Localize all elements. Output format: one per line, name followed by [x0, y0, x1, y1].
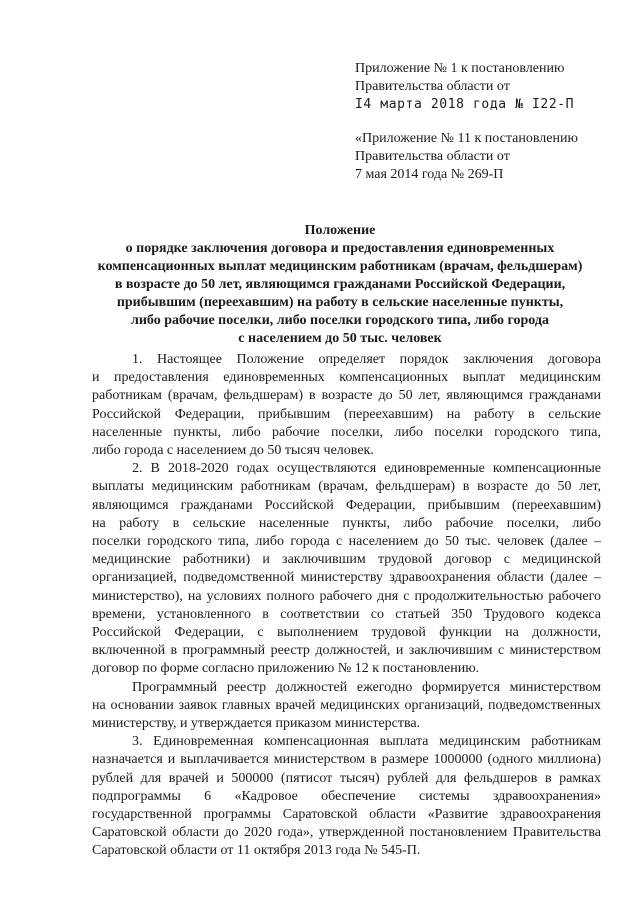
- text-line: Программный реестр должностей ежегодно формируется министерством: [132, 679, 601, 695]
- paragraph-2: [92, 460, 601, 678]
- text-line: на основании заявок главных врачей медицинских организаций, подведомственных: [92, 697, 601, 713]
- appendix-11-line-1: «Приложение № 11 к постановлению: [355, 131, 578, 146]
- text-line: министерство), на условиях полного рабочего дня с продолжительностью рабочего: [92, 588, 601, 604]
- text-line: рублей для врачей и 500000 (пятисот тысяч) рублей для фельдшеров в рамках: [92, 770, 601, 786]
- text-line: на работу в сельские населенные пункты, либо рабочие поселки, либо: [92, 515, 601, 531]
- text-line: и предоставления единовременных компенсационных выплат медицинским: [92, 370, 601, 386]
- title-heading: Положение: [304, 223, 376, 238]
- text-line: являющимся гражданами Российской Федерации, прибывшим (переехавшим): [92, 497, 601, 513]
- title-line: прибывшим (переехавшим) на работу в сельские населенные пункты,: [116, 295, 564, 310]
- text-line: Российской Федерации, прибывшим (переехавшим) на работу в сельские: [92, 406, 601, 422]
- text-line: договор по форме согласно приложению № 12 к постановлению.: [92, 661, 480, 677]
- text-line: назначается и выплачивается министерством в размере 1000000 (одного миллиона): [92, 752, 601, 768]
- text-line: 3. Единовременная компенсационная выплата медицинским работникам: [132, 734, 601, 750]
- text-line: Российской Федерации, с выполнением трудовой функции на должности,: [92, 625, 601, 641]
- document-title: [70, 222, 610, 348]
- text-line: Саратовской области от 11 октября 2013 года № 545-П.: [92, 843, 421, 859]
- appendix-11-line-2: Правительства области от: [355, 149, 510, 164]
- appendix-11-date-line: 7 мая 2014 года № 269-П: [355, 167, 504, 182]
- text-line: 1. Настоящее Положение определяет порядок заключения договора: [132, 352, 601, 367]
- text-line: организацией, подведомственной министерству здравоохранения области (далее –: [92, 570, 601, 586]
- text-line: поселки городского типа, либо города с населением до 50 тыс. человек (далее –: [92, 534, 601, 550]
- document-body: [92, 351, 601, 861]
- text-line: времени, установленного в соответствии со статьей 350 Трудового кодекса: [92, 606, 601, 622]
- text-line: работникам (врачам, фельдшерам) в возрасте до 50 лет, являющимся гражданами: [92, 388, 601, 404]
- appendix-1-header: [355, 60, 625, 114]
- text-line: включенной в программный реестр должностей, и заключившим с министерством: [92, 643, 601, 659]
- appendix-11-header: [355, 130, 625, 184]
- appendix-1-line-2: Правительства области от: [355, 79, 510, 94]
- paragraph-registry: [92, 679, 601, 734]
- text-line: либо города с населением до 50 тысяч человек.: [92, 443, 374, 459]
- text-line: 2. В 2018-2020 годах осуществляются единовременные компенсационные: [132, 461, 601, 477]
- appendix-1-line-1: Приложение № 1 к постановлению: [355, 61, 565, 76]
- title-line: о порядке заключения договора и предоставления единовременных: [125, 241, 555, 256]
- text-line: Саратовской области до 2020 года», утвержденной постановлением Правительства: [92, 825, 601, 841]
- text-line: выплаты медицинским работникам (врачам, фельдшерам) в возрасте до 50 лет,: [92, 479, 601, 495]
- text-line: министерству, и утверждается приказом министерства.: [92, 716, 421, 732]
- text-line: медицинские работники) и заключившим трудовой договор с медицинской: [92, 552, 601, 568]
- title-line: компенсационных выплат медицинским работникам (врачам, фельдшерам): [97, 259, 583, 274]
- appendix-1-date-line: I4 марта 2018 года № I22-П: [355, 97, 575, 112]
- title-line: с населением до 50 тыс. человек: [238, 331, 442, 346]
- paragraph-1: [92, 351, 601, 460]
- text-line: подпрограммы 6 «Кадровое обеспечение системы здравоохранения»: [92, 788, 601, 804]
- text-line: населенные пункты, либо рабочие поселки, либо поселки городского типа,: [92, 424, 601, 440]
- title-line: в возрасте до 50 лет, являющимся гражданами Российской Федерации,: [114, 277, 566, 292]
- title-line: либо рабочие поселки, либо поселки городского типа, либо города: [131, 313, 549, 328]
- paragraph-3: [92, 733, 601, 860]
- text-line: государственной программы Саратовской области «Развитие здравоохранения: [92, 807, 601, 823]
